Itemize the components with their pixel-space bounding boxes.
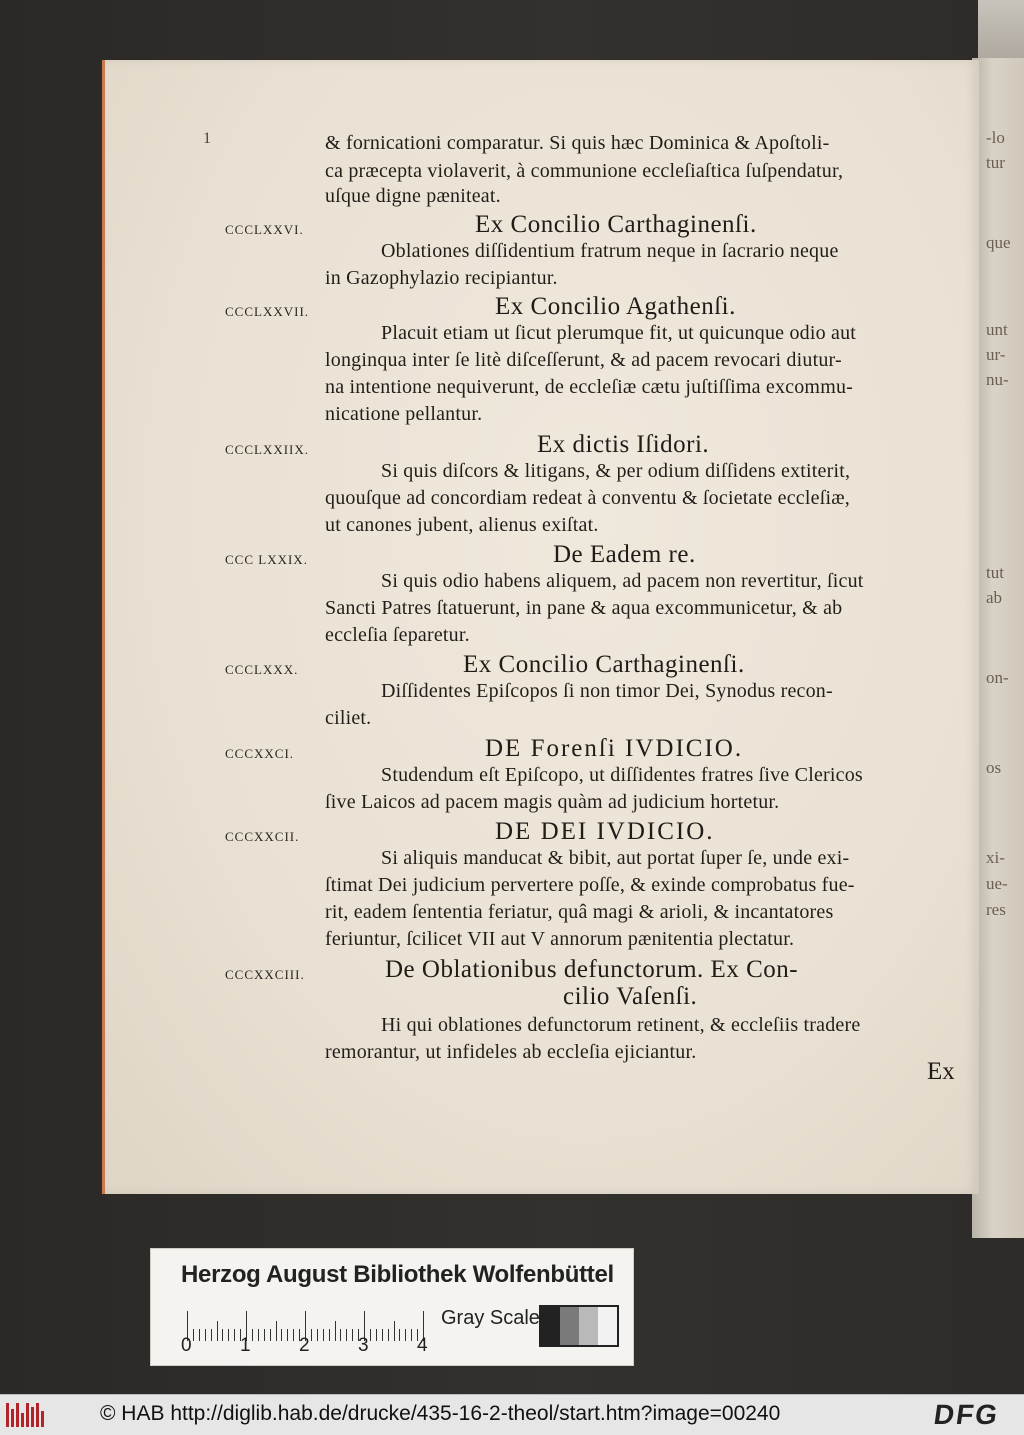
section-number: CCCLXXVI. xyxy=(225,222,304,237)
ruler-tick xyxy=(205,1329,206,1341)
section-number: CCCLXXVII. xyxy=(225,304,310,319)
ruler-tick xyxy=(388,1329,389,1341)
ruler-number: 2 xyxy=(299,1335,310,1356)
text-line: in Gazophylazio recipiantur. xyxy=(325,267,558,289)
ruler-tick xyxy=(264,1329,265,1341)
logo-bar xyxy=(6,1403,9,1427)
gray-swatch xyxy=(560,1307,579,1345)
ruler-tick xyxy=(411,1329,412,1341)
ruler-tick xyxy=(335,1321,336,1341)
logo-bar xyxy=(31,1407,34,1427)
ruler-tick xyxy=(382,1329,383,1341)
ruler-tick xyxy=(211,1329,212,1341)
ruler-tick xyxy=(287,1329,288,1341)
text-line: eccleſia ſeparetur. xyxy=(325,624,470,646)
ruler-tick xyxy=(276,1321,277,1341)
text-line: uſque digne pæniteat. xyxy=(325,185,501,207)
text-line: Oblationes diſſidentium fratrum neque in ſacrario neque xyxy=(381,240,839,262)
section-heading: cilio Vaſenſi. xyxy=(563,983,698,1010)
hab-barcode-logo-icon xyxy=(6,1403,48,1427)
ruler-tick xyxy=(399,1329,400,1341)
ruler-tick xyxy=(234,1329,235,1341)
text-line: quouſque ad concordiam redeat à conventu & ſocietate eccleſiæ, xyxy=(325,487,850,509)
text-line: ca præcepta violaverit, à communione eccleſiaſtica ſuſpendatur, xyxy=(325,160,844,182)
library-name: Herzog August Bibliothek Wolfenbüttel xyxy=(181,1261,614,1288)
gray-scale-label: Gray Scale xyxy=(441,1307,540,1329)
text-line: Sancti Patres ſtatuerunt, in pane & aqua excommunicetur, & ab xyxy=(325,597,843,619)
text-line: Placuit etiam ut ſicut plerumque fit, ut quicunque odio aut xyxy=(381,322,857,344)
next-page-fragment: os xyxy=(986,758,1002,777)
section-heading: DE DEI IVDICIO. xyxy=(495,818,715,845)
ruler-tick xyxy=(405,1329,406,1341)
ruler-tick xyxy=(258,1329,259,1341)
catchword: Ex xyxy=(927,1058,955,1085)
next-page-fragment: res xyxy=(986,900,1006,919)
text-line: Si quis odio habens aliquem, ad pacem non revertitur, ſicut xyxy=(381,570,864,592)
logo-bar xyxy=(36,1403,39,1427)
text-line: feriuntur, ſcilicet VII aut V annorum pænitentia plectatur. xyxy=(325,928,795,950)
text-line: & fornicationi comparatur. Si quis hæc Dominica & Apoſtoli- xyxy=(325,132,830,154)
gray-swatch xyxy=(579,1307,598,1345)
section-heading: Ex Concilio Carthaginenſi. xyxy=(463,651,745,678)
ruler-tick xyxy=(270,1329,271,1341)
section-number: CCCXXCII. xyxy=(225,829,300,844)
section-number: CCCXXCI. xyxy=(225,746,295,761)
next-page-fragment: -lo xyxy=(986,128,1005,147)
logo-bar xyxy=(41,1411,44,1427)
text-line: Si aliquis manducat & bibit, aut portat ſuper ſe, unde exi- xyxy=(381,847,850,869)
ruler-tick xyxy=(329,1329,330,1341)
next-page-fragment: on- xyxy=(986,668,1009,687)
next-page-edge xyxy=(972,58,1024,1238)
ruler-tick xyxy=(346,1329,347,1341)
next-page-fragment: ur- xyxy=(986,345,1006,364)
ruler-tick xyxy=(376,1329,377,1341)
text-line: longinqua inter ſe litè diſceſſerunt, & ad pacem revocari diutur- xyxy=(325,349,842,371)
ruler-tick xyxy=(228,1329,229,1341)
dfg-logo: DFG xyxy=(931,1399,1002,1430)
text-line: ſtimat Dei judicium pervertere poſſe, & exinde comprobatus fue- xyxy=(325,874,855,896)
text-line: Si quis diſcors & litigans, & per odium diſſidens extiterit, xyxy=(381,460,851,482)
gray-swatch xyxy=(541,1307,560,1345)
section-number: CCCLXXIIX. xyxy=(225,442,310,457)
section-number: CCCXXCIII. xyxy=(225,967,305,982)
next-page-fragment: ue- xyxy=(986,874,1008,893)
section-heading: Ex Concilio Carthaginenſi. xyxy=(475,211,757,238)
next-page-fragment: tur xyxy=(986,153,1005,172)
ruler-tick xyxy=(370,1329,371,1341)
copyright-url[interactable]: © HAB http://diglib.hab.de/drucke/435-16-2-theol/start.htm?image=00240 xyxy=(100,1402,781,1425)
logo-bar xyxy=(11,1409,14,1427)
text-line: Studendum eſt Epiſcopo, ut diſſidentes fratres ſive Clericos xyxy=(381,764,863,786)
text-line: ſive Laicos ad pacem magis quàm ad judicium hortetur. xyxy=(325,791,780,813)
section-number: CCCLXXX. xyxy=(225,662,299,677)
ruler-tick xyxy=(281,1329,282,1341)
next-page-fragment: ab xyxy=(986,588,1003,607)
gray-scale-swatch xyxy=(539,1305,619,1347)
ruler-tick xyxy=(317,1329,318,1341)
ruler-tick xyxy=(394,1321,395,1341)
book-page xyxy=(102,60,979,1194)
ruler-tick xyxy=(352,1329,353,1341)
ruler-tick xyxy=(222,1329,223,1341)
library-label-card xyxy=(150,1248,634,1366)
section-number: CCC LXXIX. xyxy=(225,552,308,567)
viewer-footer xyxy=(0,1394,1024,1435)
text-line: na intentione nequiverunt, de eccleſiæ cætu juſtiſſima excommu- xyxy=(325,376,854,398)
ruler-tick xyxy=(217,1321,218,1341)
section-heading: Ex Concilio Agathenſi. xyxy=(495,293,736,320)
next-page-fragment: nu- xyxy=(986,370,1009,389)
logo-bar xyxy=(16,1403,19,1427)
next-page-fragment: unt xyxy=(986,320,1008,339)
text-line: rit, eadem ſententia feriatur, quâ magi & arioli, & incantatores xyxy=(325,901,834,923)
logo-bar xyxy=(26,1403,29,1427)
ruler-tick xyxy=(193,1329,194,1341)
section-heading: De Eadem re. xyxy=(553,541,696,568)
ruler-tick xyxy=(323,1329,324,1341)
text-line: ciliet. xyxy=(325,707,372,729)
section-heading: DE Forenſi IVDICIO. xyxy=(485,735,744,762)
text-line: nicatione pellantur. xyxy=(325,403,483,425)
logo-bar xyxy=(21,1413,24,1427)
ruler-number: 1 xyxy=(240,1335,251,1356)
ruler-tick xyxy=(311,1329,312,1341)
page-mark: 1 xyxy=(203,130,211,147)
ruler-tick xyxy=(252,1329,253,1341)
next-page-fragment: que xyxy=(986,233,1011,252)
ruler-number: 4 xyxy=(417,1335,428,1356)
text-line: ut canones jubent, alienus exiſtat. xyxy=(325,514,599,536)
text-line: Hi qui oblationes defunctorum retinent, & eccleſiis tradere xyxy=(381,1014,861,1036)
ruler-tick xyxy=(340,1329,341,1341)
section-heading: De Oblationibus defunctorum. Ex Con- xyxy=(385,956,799,983)
ruler-tick xyxy=(293,1329,294,1341)
ruler-number: 0 xyxy=(181,1335,192,1356)
section-heading: Ex dictis Iſidori. xyxy=(537,431,710,458)
text-line: Diſſidentes Epiſcopos ſi non timor Dei, Synodus recon- xyxy=(381,680,833,702)
ruler-number: 3 xyxy=(358,1335,369,1356)
gray-swatch xyxy=(598,1307,617,1345)
next-page-fragment: xi- xyxy=(986,848,1005,867)
next-page-fragment: tut xyxy=(986,563,1004,582)
ruler-tick xyxy=(199,1329,200,1341)
text-line: remorantur, ut infideles ab eccleſia ejiciantur. xyxy=(325,1041,697,1063)
